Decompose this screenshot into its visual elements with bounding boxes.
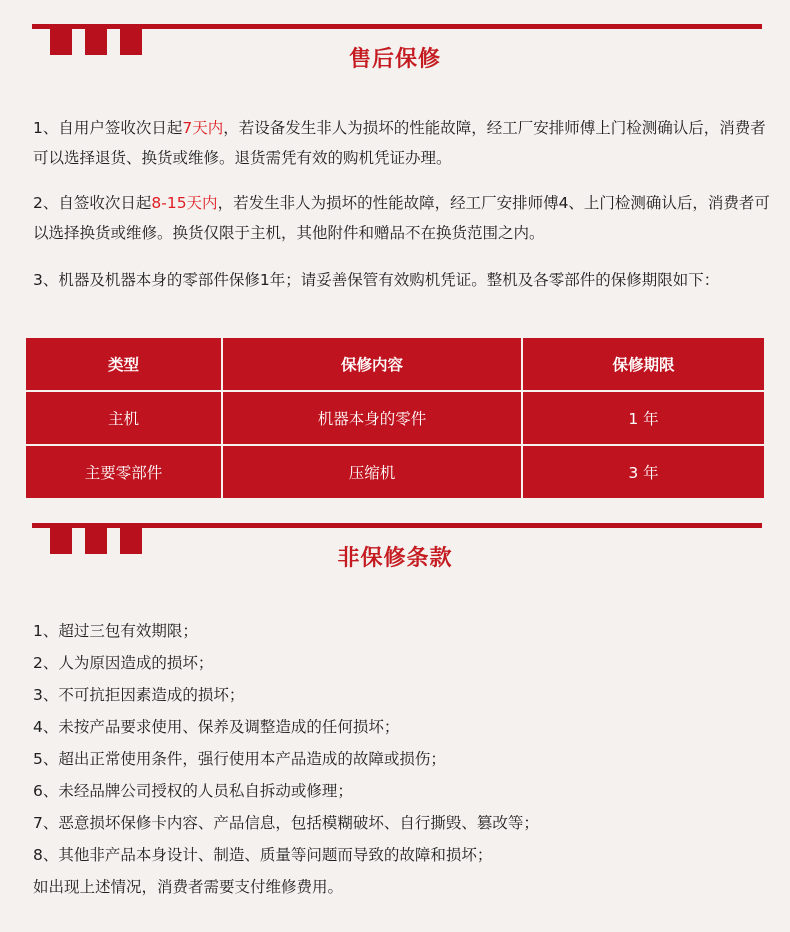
table-row — [25, 445, 765, 499]
warranty-clause-1: 1、自用户签收次日起7天内，若设备发生非人为损坏的性能故障，经工厂安排师傅上门检测确认后，消费者可以选择退货、换货或维修。退货需凭有效的购机凭证办理。 — [33, 119, 766, 167]
list-item-note: 如出现上述情况，消费者需要支付维修费用。 — [33, 878, 344, 896]
table-cell: 主机 — [25, 391, 222, 445]
table-header-row — [25, 337, 765, 391]
warranty-clause-2: 2、自签收次日起8-15天内，若发生非人为损坏的性能故障，经工厂安排师傅4、上门检测确认后，消费者可以选择换货或维修。换货仅限于主机，其他附件和赠品不在换货范围之内。 — [33, 194, 770, 242]
table-header: 保修期限 — [522, 337, 765, 391]
table-cell: 机器本身的零件 — [222, 391, 522, 445]
list-item: 8、其他非产品本身设计、制造、质量等问题而导致的故障和损坏； — [33, 846, 493, 864]
table-row — [25, 391, 765, 445]
non-warranty-title: 非保修条款 — [337, 546, 453, 571]
warranty-table — [24, 336, 766, 500]
list-item: 4、未按产品要求使用、保养及调整造成的任何损坏； — [33, 718, 400, 736]
list-item: 6、未经品牌公司授权的人员私自拆动或修理； — [33, 782, 353, 800]
table-cell: 1 年 — [522, 391, 765, 445]
warranty-section-header — [0, 24, 790, 84]
table-header: 类型 — [25, 337, 222, 391]
list-item: 5、超出正常使用条件，强行使用本产品造成的故障或损伤； — [33, 750, 446, 768]
warranty-title: 售后保修 — [348, 47, 441, 72]
highlight-period: 8-15天内 — [151, 194, 218, 212]
table-cell: 3 年 — [522, 445, 765, 499]
highlight-period: 7天内 — [182, 119, 224, 137]
table-cell: 压缩机 — [222, 445, 522, 499]
list-item: 1、超过三包有效期限； — [33, 622, 198, 640]
list-item: 2、人为原因造成的损坏； — [33, 654, 214, 672]
table-header: 保修内容 — [222, 337, 522, 391]
warranty-clause-3: 3、机器及机器本身的零部件保修1年；请妥善保管有效购机凭证。整机及各零部件的保修期限如下： — [33, 271, 720, 289]
table-cell: 主要零部件 — [25, 445, 222, 499]
non-warranty-list — [33, 615, 773, 903]
non-warranty-section-header — [0, 523, 790, 583]
list-item: 7、恶意损坏保修卡内容、产品信息，包括模糊破坏、自行撕毁、篡改等； — [33, 814, 539, 832]
list-item: 3、不可抗拒因素造成的损坏； — [33, 686, 245, 704]
